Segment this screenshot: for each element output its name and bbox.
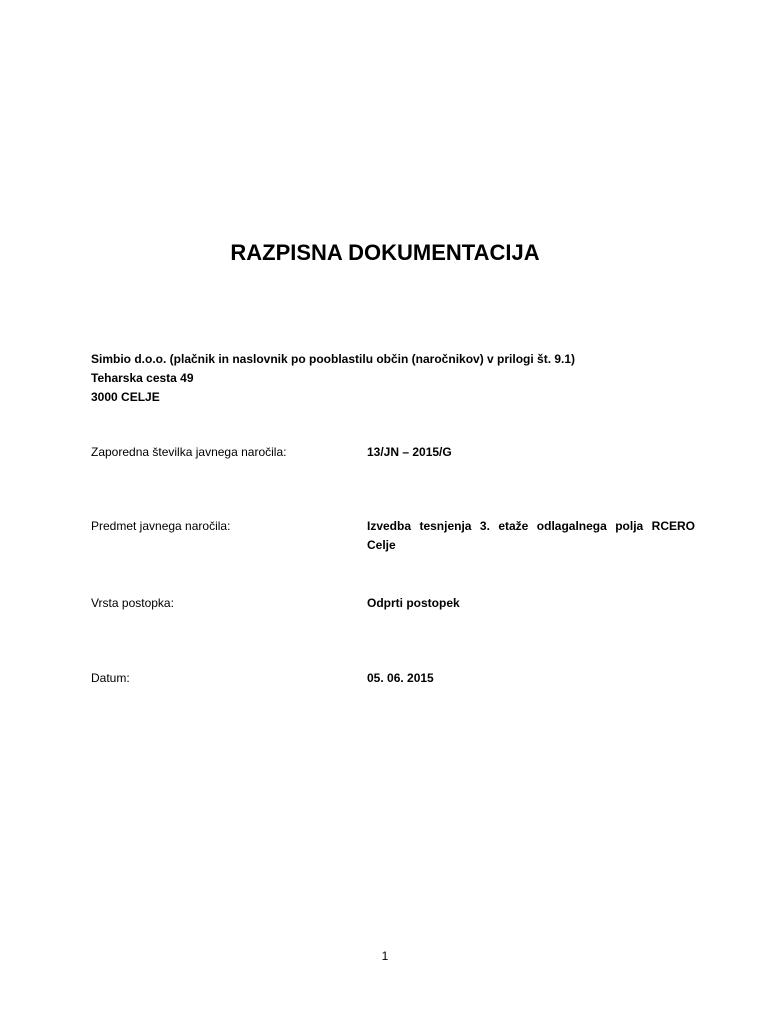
field-label: Datum: [91, 671, 130, 685]
field-value: 05. 06. 2015 [367, 671, 434, 685]
field-label: Zaporedna številka javnega naročila: [91, 445, 287, 459]
document-title: RAZPISNA DOKUMENTACIJA [230, 240, 540, 265]
organization-name: Simbio d.o.o. (plačnik in naslovnik po pooblastilu občin (naročnikov) v prilogi št. 9.1) [91, 352, 576, 366]
organization-city: 3000 CELJE [91, 390, 160, 404]
field-label: Predmet javnega naročila: [91, 519, 231, 533]
organization-street: Teharska cesta 49 [91, 371, 194, 385]
field-label: Vrsta postopka: [91, 596, 174, 610]
field-value: 13/JN – 2015/G [367, 445, 452, 459]
field-value: Odprti postopek [367, 596, 460, 610]
page-number: 1 [381, 949, 389, 963]
field-value: Izvedba tesnjenja 3. etaže odlagalnega polja RCERO Celje [367, 519, 695, 552]
organization-block [91, 350, 575, 407]
